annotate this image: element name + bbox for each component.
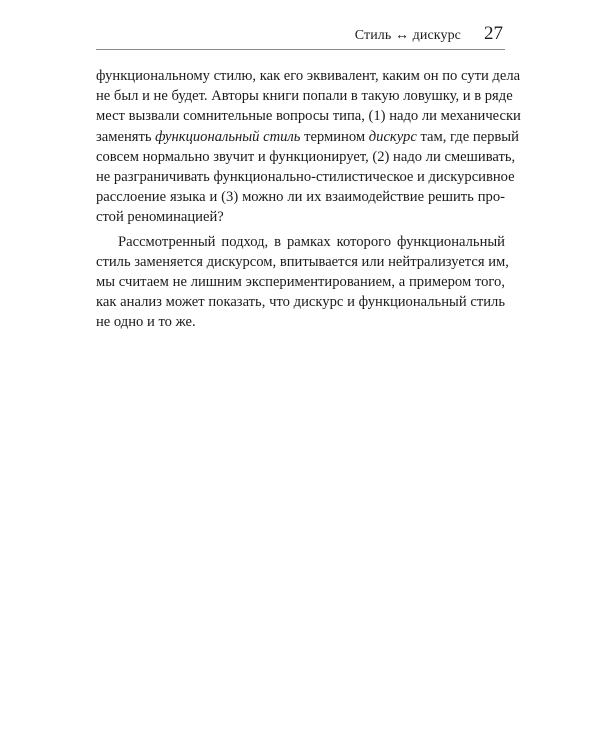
page-number: 27 <box>484 23 503 44</box>
text-segment: заменять <box>96 128 156 145</box>
text-segment: там, где первый <box>416 128 519 145</box>
text-line: мы считаем не лишним экспериментированием, а примером того, <box>96 273 505 290</box>
italic-term-discourse: дискурс <box>368 128 417 145</box>
text-line: расслоение языка и (3) можно ли их взаимодействие решить про- <box>96 189 505 206</box>
text-line: мест вызвали сомнительные вопросы типа, (1) надо ли механически <box>96 108 521 125</box>
text-line: функциональному стилю, как его эквивалент, каким он по сути дела <box>96 68 521 84</box>
running-header-title: Стиль ↔ дискурс <box>354 28 461 43</box>
text-line: не одно и то же. <box>96 314 196 331</box>
text-line: Рассмотренный подход, в рамках которого функциональный <box>118 233 505 250</box>
text-line: как анализ может показать, что дискурс и функциональный стиль <box>96 294 505 311</box>
text-line: стиль заменяется дискурсом, впитывается или нейтрализуется им, <box>96 253 509 270</box>
text-line-with-italics <box>96 127 519 147</box>
paragraph <box>96 232 509 333</box>
text-line: стой реноминацией? <box>96 209 224 226</box>
text-line: не разграничивать функционально-стилистическое и дискурсивное <box>96 168 515 185</box>
text-segment: термином <box>300 128 369 145</box>
body-text <box>96 66 521 332</box>
paragraph-continued <box>96 66 521 228</box>
italic-term-functional-style: функциональный стиль <box>155 128 301 145</box>
text-line: совсем нормально звучит и функционирует, (2) надо ли смешивать, <box>96 148 516 165</box>
running-header <box>96 23 505 50</box>
text-line: не был и не будет. Авторы книги попали в такую ловушку, и в ряде <box>96 88 513 105</box>
